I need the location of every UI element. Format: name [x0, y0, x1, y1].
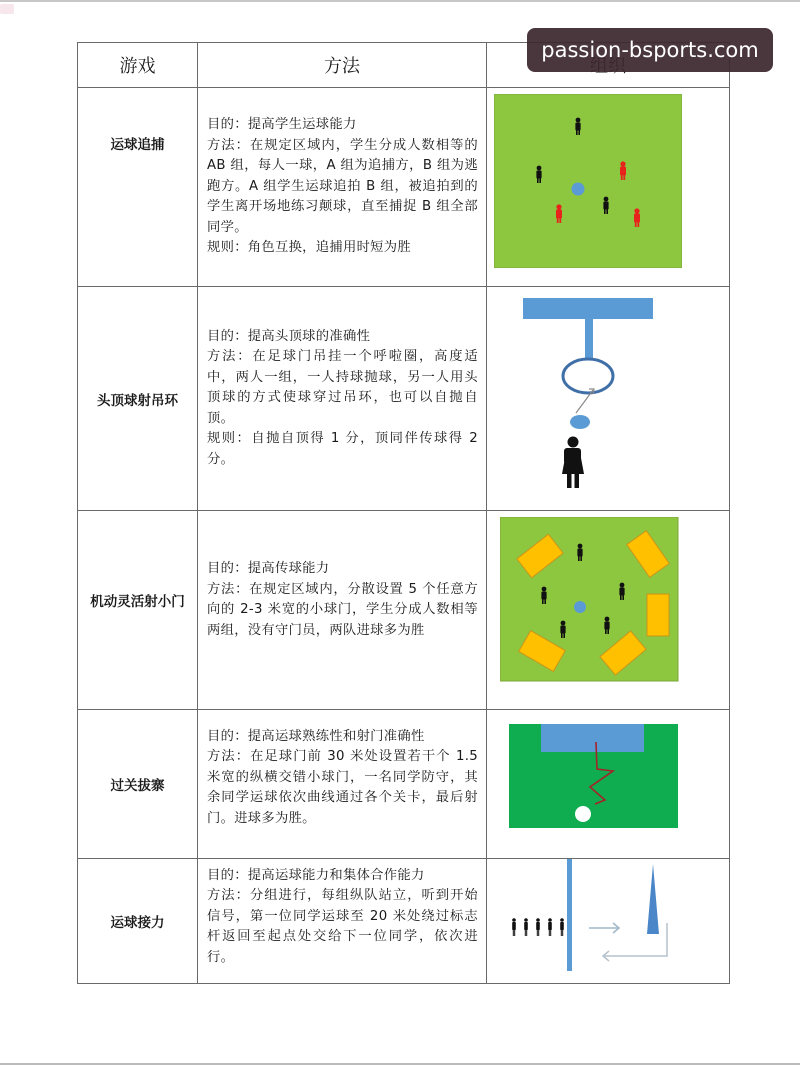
game-name-text: 头顶球射吊环 [97, 392, 178, 409]
table-row [78, 88, 730, 287]
diagram-cell [487, 287, 730, 511]
header-method: 方法 [198, 43, 487, 88]
forward-arrow-icon [589, 923, 619, 933]
game-name-text: 运球追捕 [110, 137, 165, 153]
ball-icon [572, 183, 585, 196]
game-name [78, 88, 198, 287]
game-name [78, 287, 198, 511]
goal-crossbar-icon [523, 298, 653, 319]
games-table [77, 42, 730, 984]
method-cell [198, 88, 487, 287]
game-name [78, 511, 198, 710]
method-cell [198, 859, 487, 984]
goal-text: 目的：提高运球熟练性和射门准确性 [207, 728, 425, 744]
goal-text: 目的：提高头顶球的准确性 [207, 328, 371, 344]
method-text: 方法：在足球门前 30 米处设置若干个 1.5 米宽的纵横交错小球门，一名同学防守，其余同学运球依次曲线通过各个关卡，最后射门。进球多为胜。 [207, 749, 478, 826]
method-text: 方法：在足球门吊挂一个呼啦圈，高度适中，两人一组，一人持球抛球，另一人用头顶球的方式使球穿过吊环，也可以自抛自顶。 [207, 349, 478, 426]
method-cell [198, 710, 487, 859]
goal-text: 目的：提高学生运球能力 [207, 117, 357, 133]
game-name [78, 710, 198, 859]
game-name [78, 859, 198, 984]
method-text: 方法：在规定区域内，分散设置 5 个任意方向的 2-3 米宽的小球门，学生分成人数相等两组，没有守门员，两队进球多为胜 [207, 581, 478, 638]
table-row [78, 511, 730, 710]
game-name-text: 运球接力 [110, 915, 165, 931]
diagram-cell [487, 859, 730, 984]
start-line-icon [567, 859, 572, 971]
method-cell [198, 511, 487, 710]
header-game: 游戏 [78, 43, 198, 88]
player-icon [562, 437, 584, 489]
goal-area-icon [541, 724, 644, 752]
diagram-cell [487, 710, 730, 859]
small-goals-field-diagram [500, 517, 680, 683]
diagram-cell [487, 511, 730, 710]
table-row [78, 287, 730, 511]
goal-text: 目的：提高运球能力和集体合作能力 [207, 867, 425, 883]
game-name-text: 机动灵活射小门 [90, 594, 185, 610]
rule-text: 规则：角色互换，追捕用时短为胜 [207, 240, 411, 256]
ball-icon [575, 806, 591, 822]
hoop-icon [563, 359, 613, 393]
watermark: passion-bsports.com [527, 28, 773, 72]
corner-mark [0, 4, 14, 14]
page-bottom-edge [0, 1063, 800, 1065]
player-row-icon [512, 918, 564, 936]
hanging-rope-icon [585, 319, 593, 358]
method-text: 方法：在规定区域内，学生分成人数相等的 AB 组，每人一球，A 组为追捕方，B 组为逃跑方。A 组学生运球追拍 B 组，被追拍到的学生离开场地练习颠球，直至捕捉 B 组全部同学。 [207, 137, 478, 235]
table-row [78, 859, 730, 984]
rule-text: 规则：自抛自顶得 1 分，顶同伴传球得 2 分。 [207, 431, 478, 467]
game-name-text: 过关拔寨 [110, 778, 165, 794]
table-row [78, 710, 730, 859]
method-text: 方法：分组进行，每组纵队站立，听到开始信号，第一位同学运球至 20 米处绕过标志杆返回至起点处交给下一位同学，依次进行。 [207, 888, 478, 965]
chase-field-diagram [494, 94, 682, 268]
hoop-header-diagram [507, 293, 707, 493]
goal-text: 目的：提高传球能力 [207, 561, 330, 576]
zigzag-dribble-diagram [509, 724, 679, 830]
method-cell [198, 287, 487, 511]
ball-icon [570, 415, 590, 429]
page-top-edge [0, 0, 800, 2]
relay-diagram [487, 859, 727, 981]
marker-pole-icon [647, 864, 659, 934]
ball-icon [574, 601, 586, 613]
diagram-cell [487, 88, 730, 287]
